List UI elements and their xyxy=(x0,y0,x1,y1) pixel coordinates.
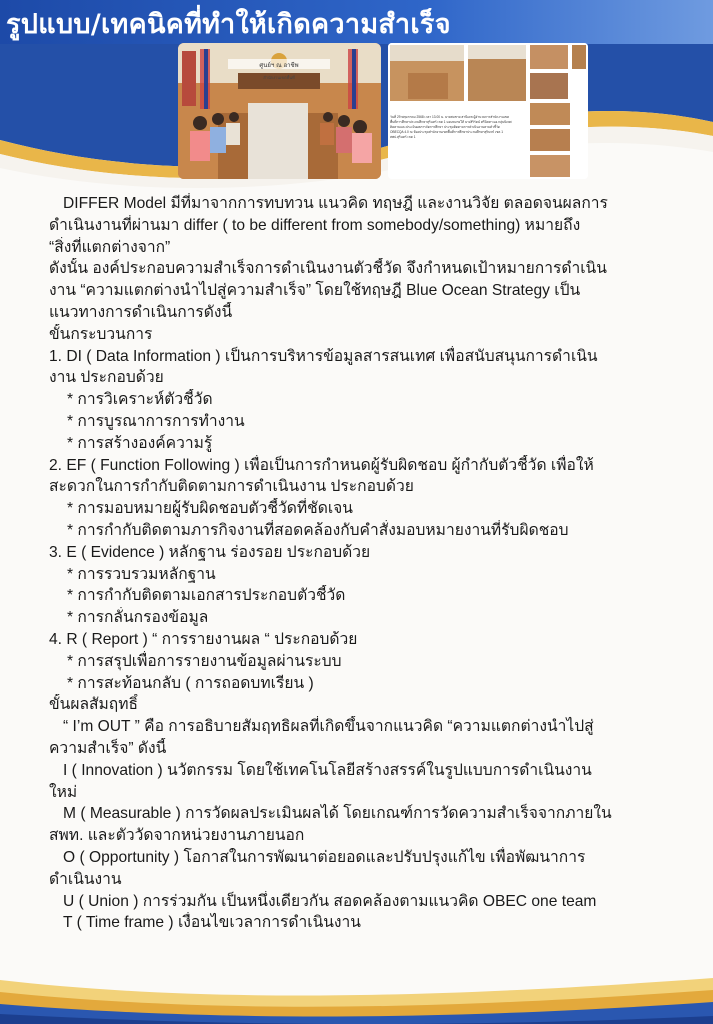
text-line: สพท. และตัววัดจากหน่วยงานภายนอก xyxy=(49,827,305,845)
section-heading: ขั้นกระบวนการ xyxy=(49,325,153,343)
bullet-item: * การสรุปเพื่อการรายงานข้อมูลผ่านระบบ xyxy=(67,652,342,670)
bullet-item: * การกลั่นกรองข้อมูล xyxy=(67,609,209,627)
text-line: ดังนั้น องค์ประกอบความสำเร็จการดำเนินงานตัวชี้วัด จึงกำหนดเป้าหมายการดำเนิน xyxy=(49,260,607,278)
text-line: I ( Innovation ) นวัตกรรม โดยใช้เทคโนโลยีสร้างสรรค์ในรูปแบบการดำเนินงาน xyxy=(63,761,592,779)
text-line: DIFFER Model มีที่มาจากการทบทวน แนวคิด ทฤษฎี และงานวิจัย ตลอดจนผลการ xyxy=(63,195,608,212)
meeting-banner-text: ศูนย์ฯ ณ อาชีพ xyxy=(259,62,299,69)
text-line: ใหม่ xyxy=(49,783,78,801)
bullet-item: * การบูรณาการการทำงาน xyxy=(67,412,245,430)
page-title: รูปแบบ/เทคนิคที่ทำให้เกิดความสำเร็จ xyxy=(6,9,451,40)
title-bar xyxy=(0,0,713,44)
text-line: แนวทางการดำเนินการดังนี้ xyxy=(49,303,233,321)
text-line: 4. R ( Report ) “ การรายงานผล “ ประกอบด้วย xyxy=(49,630,358,648)
text-line: 2. EF ( Function Following ) เพื่อเป็นการกำหนดผู้รับผิดชอบ ผู้กำกับตัวชี้วัด เพื่อให้ xyxy=(49,456,594,474)
photo-collage xyxy=(388,43,588,179)
text-line: O ( Opportunity ) โอกาสในการพัฒนาต่อยอดและปรับปรุงแก้ไข เพื่อพัฒนาการ xyxy=(63,848,586,866)
text-line: M ( Measurable ) การวัดผลประเมินผลได้ โดยเกณฑ์การวัดความสำเร็จจากภายใน xyxy=(63,805,612,823)
bullet-item: * การวิเคราะห์ตัวชี้วัด xyxy=(67,391,213,409)
text-line: 1. DI ( Data Information ) เป็นการบริหารข้อมูลสารสนเทศ เพื่อสนับสนุนการดำเนิน xyxy=(49,347,598,365)
collage-illustration xyxy=(388,43,588,179)
bullet-item: * การรวบรวมหลักฐาน xyxy=(67,565,216,583)
bullet-item: * การสะท้อนกลับ ( การถอดบทเรียน ) xyxy=(67,674,314,692)
text-line: 3. E ( Evidence ) หลักฐาน ร่องรอย ประกอบด้วย xyxy=(49,543,371,561)
text-line: T ( Time frame ) เงื่อนไขเวลาการดำเนินงาน xyxy=(63,914,361,932)
meeting-photo xyxy=(178,43,381,179)
text-line: งาน “ความแตกต่างนำไปสู่ความสำเร็จ” โดยใช้ทฤษฎี Blue Ocean Strategy เป็น xyxy=(49,282,581,300)
text-line: U ( Union ) การร่วมกัน เป็นหนึ่งเดียวกัน สอดคล้องตามแนวคิด OBEC one team xyxy=(63,892,597,910)
text-line: ความสำเร็จ” ดังนี้ xyxy=(49,739,167,757)
photo-caption xyxy=(390,115,514,140)
section-heading: ขั้นผลสัมฤทธิ์ xyxy=(49,696,139,714)
text-line: ดำเนินงาน xyxy=(49,870,122,888)
bottom-wave-decoration xyxy=(0,940,713,1024)
text-line: งาน ประกอบด้วย xyxy=(49,369,164,387)
main-text xyxy=(49,193,679,934)
photo-caption-text: วันที่ 29 พฤษภาคม 2568 เวลา 13.00 น. นายสมชาย สานีเดช ผู้อำนวยการสำนักงานเขตพื้นที่การศึกษาประถมศึกษาสุรินทร์ เขต 1 มอบหมายให้ นางสิริรัตน์ ศรีนิลทา ผอ.กลุ่มนิเทศติดตามและประเมินผลการจัดการศึกษา ประชุมติดตามการดำเนินงานตามตัวชี้วัด OBECQA 4.0 ณ ห้องประชุมสำนักงานเขตพื้นที่การศึกษาประถมศึกษาสุรินทร์ เขต 1 xyxy=(390,115,512,134)
photo-caption-signature: สพป.สุรินทร์ เขต 1 xyxy=(390,135,416,139)
bullet-item: * การกำกับติดตามเอกสารประกอบตัวชี้วัด xyxy=(67,587,346,605)
meeting-banner-subtext: สำนักงานเขตพื้นที่ xyxy=(263,75,295,80)
meeting-photo-illustration xyxy=(178,43,381,179)
bullet-item: * การมอบหมายผู้รับผิดชอบตัวชี้วัดที่ชัดเจน xyxy=(67,500,353,518)
text-line: ดำเนินงานที่ผ่านมา differ ( to be different from somebody/something) หมายถึง xyxy=(49,216,581,234)
text-line: “ I’m OUT ” คือ การอธิบายสัมฤทธิผลที่เกิดขึ้นจากแนวคิด “ความแตกต่างนำไปสู่ xyxy=(63,718,594,736)
bullet-item: * การกำกับติดตามภารกิจงานที่สอดคล้องกับคำสั่งมอบหมายงานที่รับผิดชอบ xyxy=(67,521,569,539)
bullet-item: * การสร้างองค์ความรู้ xyxy=(67,434,213,452)
text-line: “สิ่งที่แตกต่างจาก” xyxy=(49,238,171,256)
text-line: สะดวกในการกำกับติดตามการดำเนินงาน ประกอบด้วย xyxy=(49,478,414,496)
